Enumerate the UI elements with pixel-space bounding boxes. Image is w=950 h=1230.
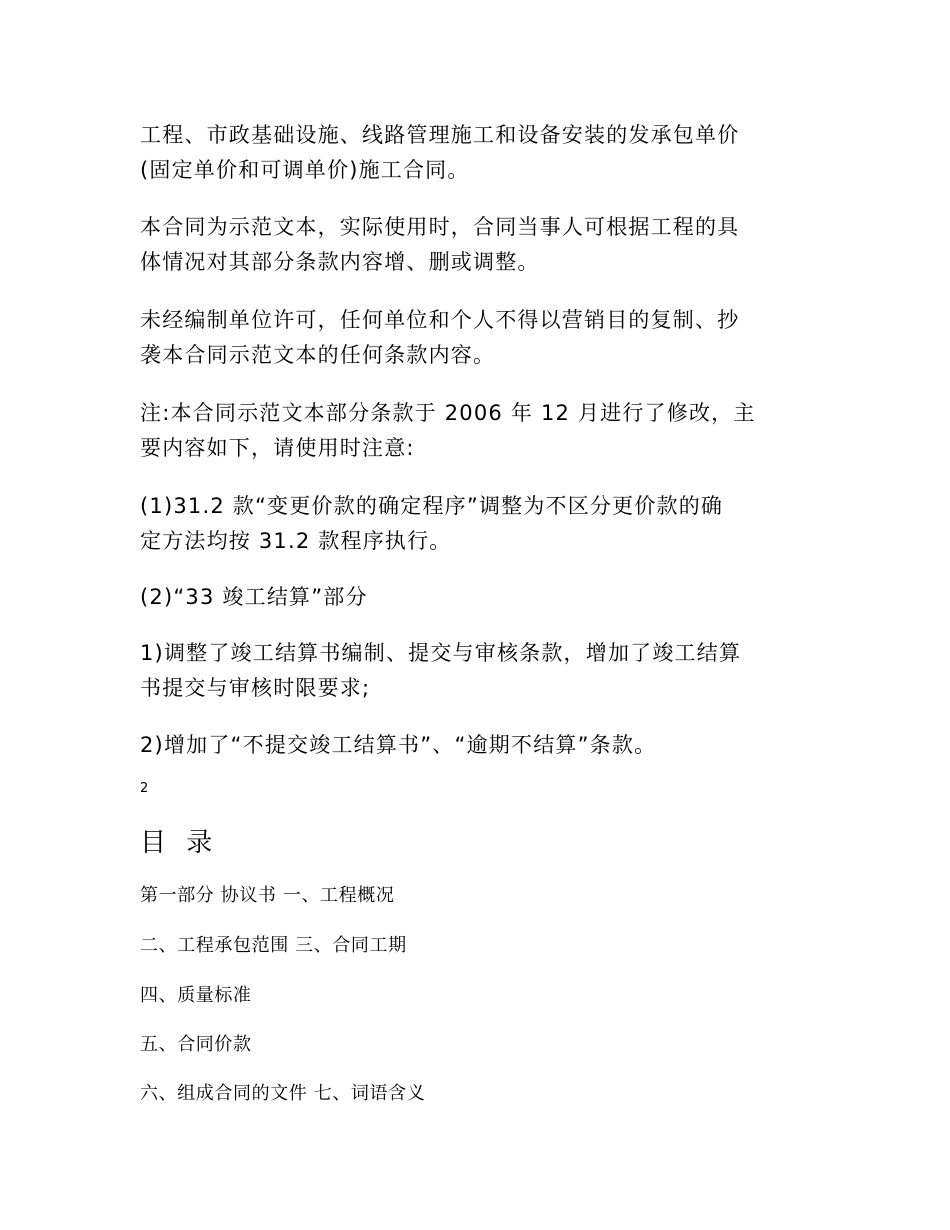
toc-item: 第一部分 协议书 一、工程概况 bbox=[140, 885, 395, 906]
paragraph-line: 定方法均按 31.2 款程序执行。 bbox=[140, 529, 452, 553]
paragraph-item-2 bbox=[140, 580, 810, 615]
paragraph-line: 袭本合同示范文本的任何条款内容。 bbox=[140, 343, 496, 367]
paragraph-scope bbox=[140, 118, 810, 188]
paragraph-line: (固定单价和可调单价)施工合同。 bbox=[140, 158, 470, 182]
paragraph-line: (1)31.2 款“变更价款的确定程序”调整为不区分更价款的确 bbox=[140, 494, 724, 518]
paragraph-line: 书提交与审核时限要求; bbox=[140, 676, 371, 700]
paragraph-line: 2)增加了“不提交竣工结算书”、“逾期不结算”条款。 bbox=[140, 733, 657, 757]
toc-item: 五、合同价款 bbox=[140, 1034, 252, 1055]
toc-item: 四、质量标准 bbox=[140, 985, 252, 1006]
paragraph-line: 本合同为示范文本，实际使用时，合同当事人可根据工程的具 bbox=[140, 215, 740, 239]
paragraph-line: 工程、市政基础设施、线路管理施工和设备安装的发承包单价 bbox=[140, 123, 740, 147]
paragraph-revision-note bbox=[140, 396, 810, 466]
paragraph-copyright-notice bbox=[140, 303, 810, 373]
paragraph-subitem-1 bbox=[140, 636, 810, 706]
toc-title: 目 录 bbox=[140, 828, 219, 858]
page-number: 2 bbox=[140, 781, 149, 796]
paragraph-item-1 bbox=[140, 489, 810, 559]
paragraph-line: 体情况对其部分条款内容增、删或调整。 bbox=[140, 250, 540, 274]
paragraph-sample-text-note bbox=[140, 210, 810, 280]
paragraph-line: 要内容如下，请使用时注意: bbox=[140, 436, 415, 460]
paragraph-subitem-2 bbox=[140, 728, 810, 763]
toc-item: 六、组成合同的文件 七、词语含义 bbox=[140, 1083, 426, 1104]
paragraph-line: 注:本合同示范文本部分条款于 2006 年 12 月进行了修改，主 bbox=[140, 401, 756, 425]
toc-item: 二、工程承包范围 三、合同工期 bbox=[140, 935, 407, 956]
paragraph-line: (2)“33 竣工结算”部分 bbox=[140, 585, 368, 609]
paragraph-line: 1)调整了竣工结算书编制、提交与审核条款，增加了竣工结算 bbox=[140, 641, 742, 665]
paragraph-line: 未经编制单位许可，任何单位和个人不得以营销目的复制、抄 bbox=[140, 308, 740, 332]
